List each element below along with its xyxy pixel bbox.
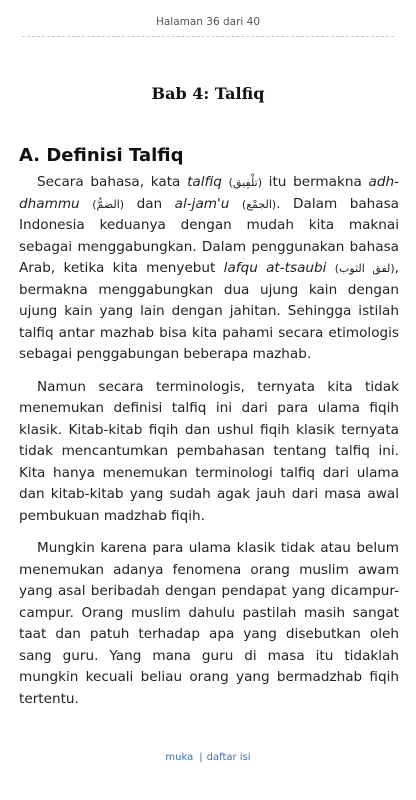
p1-text-2: itu bermakna xyxy=(261,174,369,190)
body-content xyxy=(19,172,399,721)
p1-arabic-adh-dhammu: (الضمُّ) xyxy=(92,197,125,211)
paragraph-2: Namun secara terminologis, ternyata kita tidak menemukan definisi talfiq ini dari para ulama fiqih klasik. Kitab-kitab fiqih dan ushul fiqih klasik ternyata tidak mencantumkan pembahasan tentang talfiq ini. Kita hanya menemukan terminologi talfiq dari ulama dan kitab-kitab yang sudah agak jauh dari masa awal pembukuan madzhab fiqih. xyxy=(19,378,399,524)
page-footer xyxy=(0,752,416,763)
paragraph-1 xyxy=(19,172,399,366)
p1-arabic-al-jamu: (الجمْع) xyxy=(241,197,277,211)
paragraph-3: Mungkin karena para ulama klasik tidak atau belum menemukan adanya fenomena orang muslim awam yang asal beribadah dengan pendapat yang dicampur-campur. Orang muslim dahulu pastilah masih sangat taat dan patuh terhadap apa yang disebutkan oleh sang guru. Yang mana guru di masa itu tidaklah mungkin kecuali beliau orang yang bermadzhab fiqih tertentu. xyxy=(19,540,399,707)
p1-text-5: , bermakna menggabungkan dua ujung kain dengan ujung kain yang lain dengan jahitan. Sehingga istilah talfiq antar mazhab bisa kita pahami secara etimologis sebagai penggabungan beberapa mazhab. xyxy=(19,260,399,362)
chapter-title: Bab 4: Talfiq xyxy=(151,84,265,103)
p1-term-talfiq: talfiq xyxy=(187,174,222,190)
p1-text-1: Secara bahasa, kata xyxy=(37,174,188,190)
header-divider xyxy=(22,36,394,37)
p1-term-al-jamu: al-jam'u xyxy=(174,195,230,212)
muka-link[interactable]: muka xyxy=(165,752,194,763)
daftar-isi-link[interactable]: daftar isi xyxy=(206,752,251,763)
section-heading: A. Definisi Talfiq xyxy=(19,145,184,166)
p1-text-3: dan xyxy=(124,195,175,212)
p1-arabic-lafqu-at-tsaubi: (لفق الثوب) xyxy=(334,262,395,275)
footer-separator: | xyxy=(199,752,203,763)
p1-term-lafqu-at-tsaubi: lafqu at-tsaubi xyxy=(223,260,327,276)
page-indicator: Halaman 36 dari 40 xyxy=(155,16,261,28)
p1-text-4: . Dalam bahasa Indonesia keduanya dengan mudah kita maknai sebagai menggabungkan. Dalam penggunakan bahasa Arab, ketika kita menyebut xyxy=(19,195,400,276)
p1-term-adh-dhammu: adh-dhammu xyxy=(19,174,399,212)
p1-arabic-talfiq: (تلْفِيق) xyxy=(228,176,262,189)
